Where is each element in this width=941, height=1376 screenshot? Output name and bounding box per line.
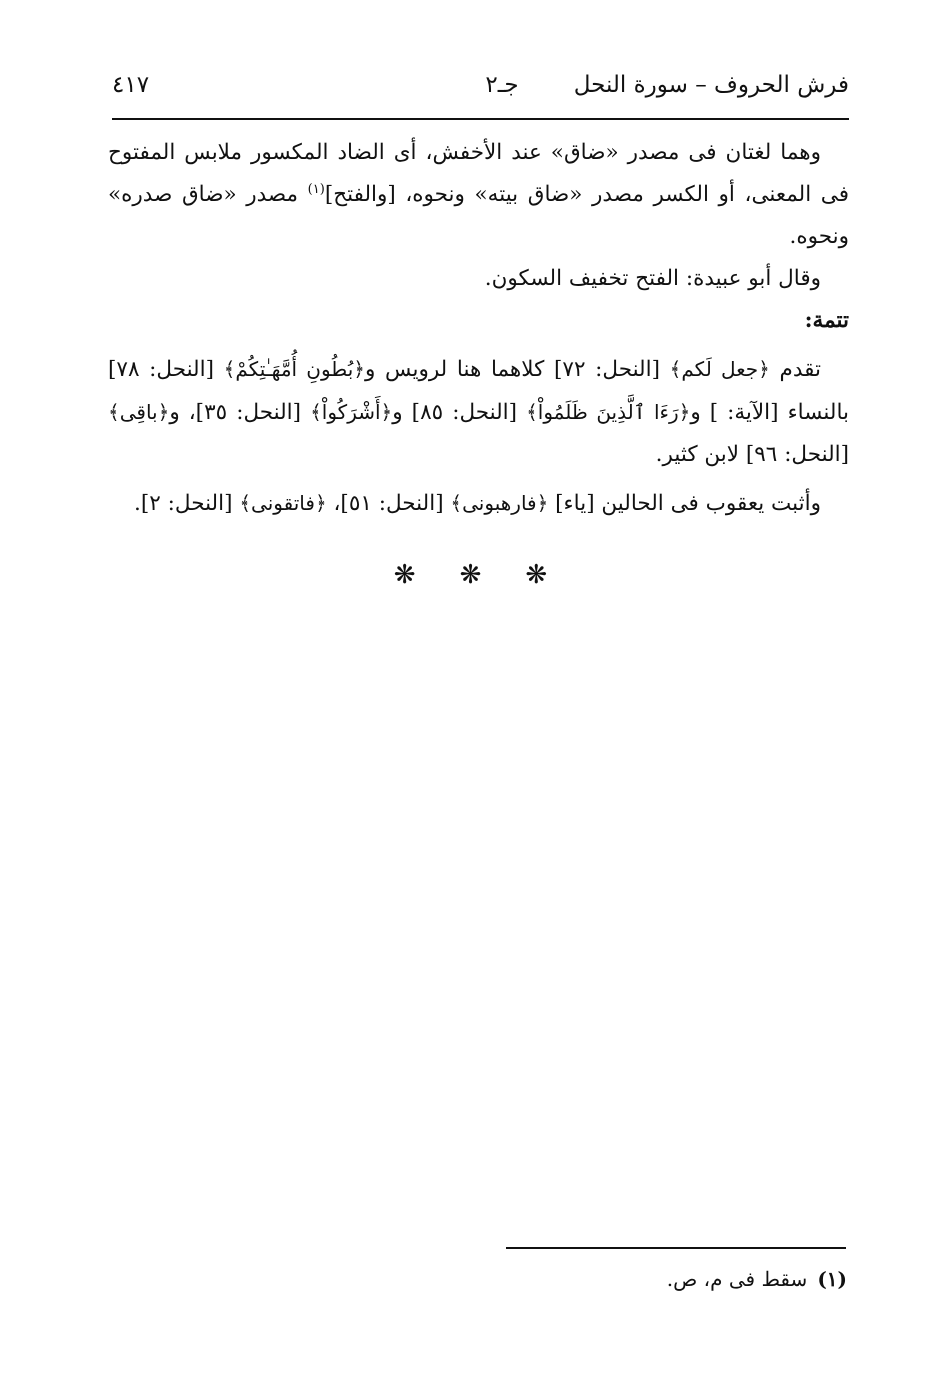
body-text	[108, 132, 849, 525]
p4-text-1: وأثبت يعقوب فى الحالين [ياء]	[548, 491, 821, 516]
p3-quran-4: ﴿أَشْرَكُواْ﴾	[310, 400, 393, 424]
footnote-number: (١)	[817, 1267, 847, 1291]
p3-text-3: [النحل: ٧٨] بالنساء [الآية: ] و	[108, 357, 849, 425]
footnote-reference: (١)	[307, 181, 325, 197]
p4-text-2: [النحل: ٥١]،	[326, 491, 451, 516]
section-title: فرش الحروف – سورة النحل	[573, 72, 849, 98]
p3-text-4: [النحل: ٨٥] و	[392, 400, 527, 425]
footnote-rule	[506, 1247, 846, 1249]
p3-text-2: [النحل: ٧٢] كلاهما هنا لرويس و	[365, 357, 670, 382]
footnote	[667, 1262, 847, 1296]
paragraph-1-text-a: وهما لغتان فى مصدر «ضاق» عند الأخفش، أى الضاد المكسور ملابس المفتوح فى المعنى، أو الكسر مصدر «ضاق بيته» ونحوه، [والفتح]	[108, 140, 849, 207]
p3-text-6: [النحل: ٩٦] لابن كثير.	[655, 442, 849, 467]
section-heading: تتمة:	[804, 308, 849, 333]
footnote-text: سقط فى م، ص.	[666, 1267, 808, 1291]
paragraph-4	[108, 482, 849, 525]
asterism-icon: ❋	[459, 560, 482, 590]
p3-quran-3: ﴿رَءَا ٱلَّذِينَ ظَلَمُواْ﴾	[526, 400, 691, 424]
p4-quran-1: ﴿فارهبونى﴾	[450, 491, 549, 515]
p4-text-3: [النحل: ٢].	[134, 491, 240, 516]
paragraph-3	[108, 348, 849, 476]
paragraph-2: وقال أبو عبيدة: الفتح تخفيف السكون.	[484, 266, 821, 291]
asterism-icon: ❋	[525, 560, 548, 590]
running-header	[112, 72, 849, 112]
p3-quran-2: ﴿بُطُونِ أُمَّهَـٰتِكُمْ﴾	[223, 357, 365, 381]
header-rule	[112, 118, 849, 120]
p3-quran-5: ﴿باقِى﴾	[108, 400, 170, 424]
p4-quran-2: ﴿فاتقونى﴾	[239, 491, 327, 515]
page-number: ٤١٧	[112, 72, 150, 98]
paragraph-1	[108, 132, 849, 258]
paragraph-1-text-b: مصدر «ضاق صدره» ونحوه.	[108, 182, 849, 249]
p3-text-5: [النحل: ٣٥]، و	[169, 400, 311, 425]
p3-quran-1: ﴿جعل لَكم﴾	[669, 357, 770, 381]
section-divider-ornament	[0, 560, 941, 590]
volume-label: جـ٢	[485, 72, 519, 98]
p3-text-1: تقدم	[769, 357, 821, 382]
asterism-icon: ❋	[393, 560, 416, 590]
